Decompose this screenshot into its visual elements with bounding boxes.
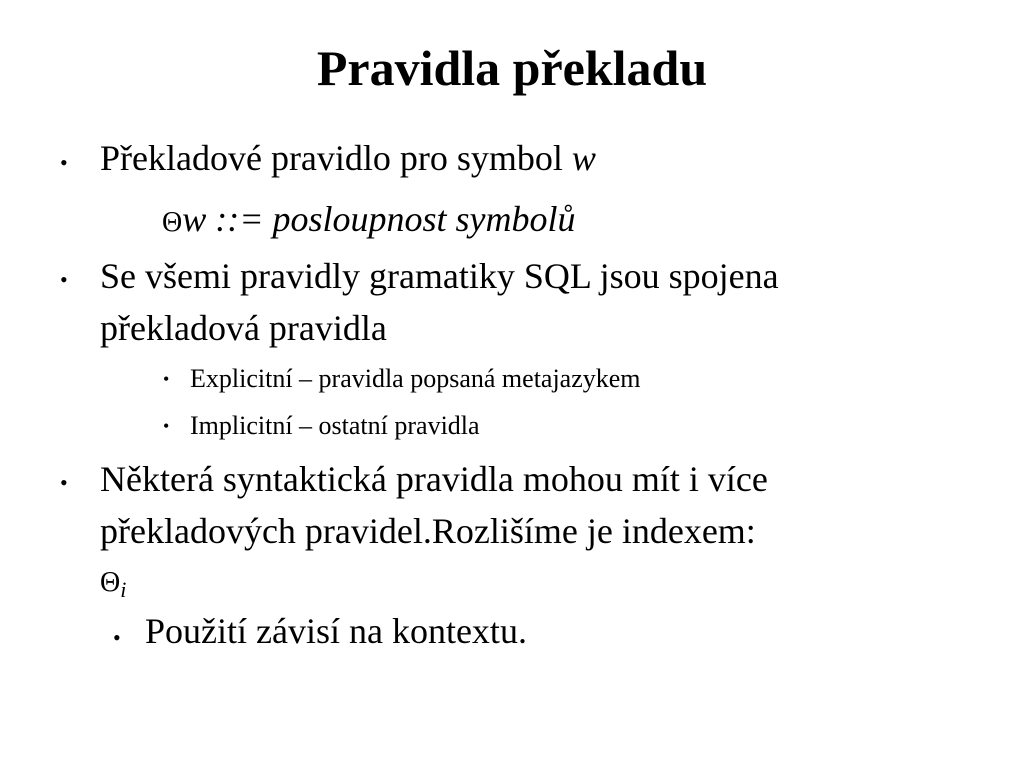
formula-text: w ::= posloupnost symbolů (182, 199, 576, 239)
sub-bullet-explicit: Explicitní – pravidla popsaná metajazykem (190, 364, 641, 393)
sub-bullet-marker: • (163, 369, 170, 389)
formula-line (162, 195, 576, 247)
sub-bullet-marker: • (163, 416, 170, 436)
bullet-text-line2: překladových pravidel.Rozlišíme je indexem: (100, 511, 756, 551)
bullet-marker: • (113, 625, 121, 650)
bullet-text: Překladové pravidlo pro symbol (100, 138, 572, 178)
bullet-text-line1: Některá syntaktická pravidla mohou mít i více (100, 459, 768, 499)
slide-title: Pravidla překladu (316, 40, 708, 96)
sub-bullet-implicit: Implicitní – ostatní pravidla (190, 411, 480, 440)
theta-symbol: Θ (162, 207, 183, 238)
bullet-text-line1: Se všemi pravidly gramatiky SQL jsou spojena (100, 256, 779, 296)
theta-subscript: i (120, 577, 127, 602)
bullet-marker: • (60, 150, 68, 175)
bullet-text-context: Použití závisí na kontextu. (145, 611, 527, 651)
bullet-text-translation-rule (100, 134, 596, 182)
theta-index-line (100, 555, 126, 614)
theta-symbol: Θ (100, 567, 121, 598)
symbol-w: w (571, 138, 596, 178)
bullet-marker: • (60, 470, 68, 495)
bullet-marker: • (60, 267, 68, 292)
bullet-text-line2: překladová pravidla (100, 308, 387, 348)
